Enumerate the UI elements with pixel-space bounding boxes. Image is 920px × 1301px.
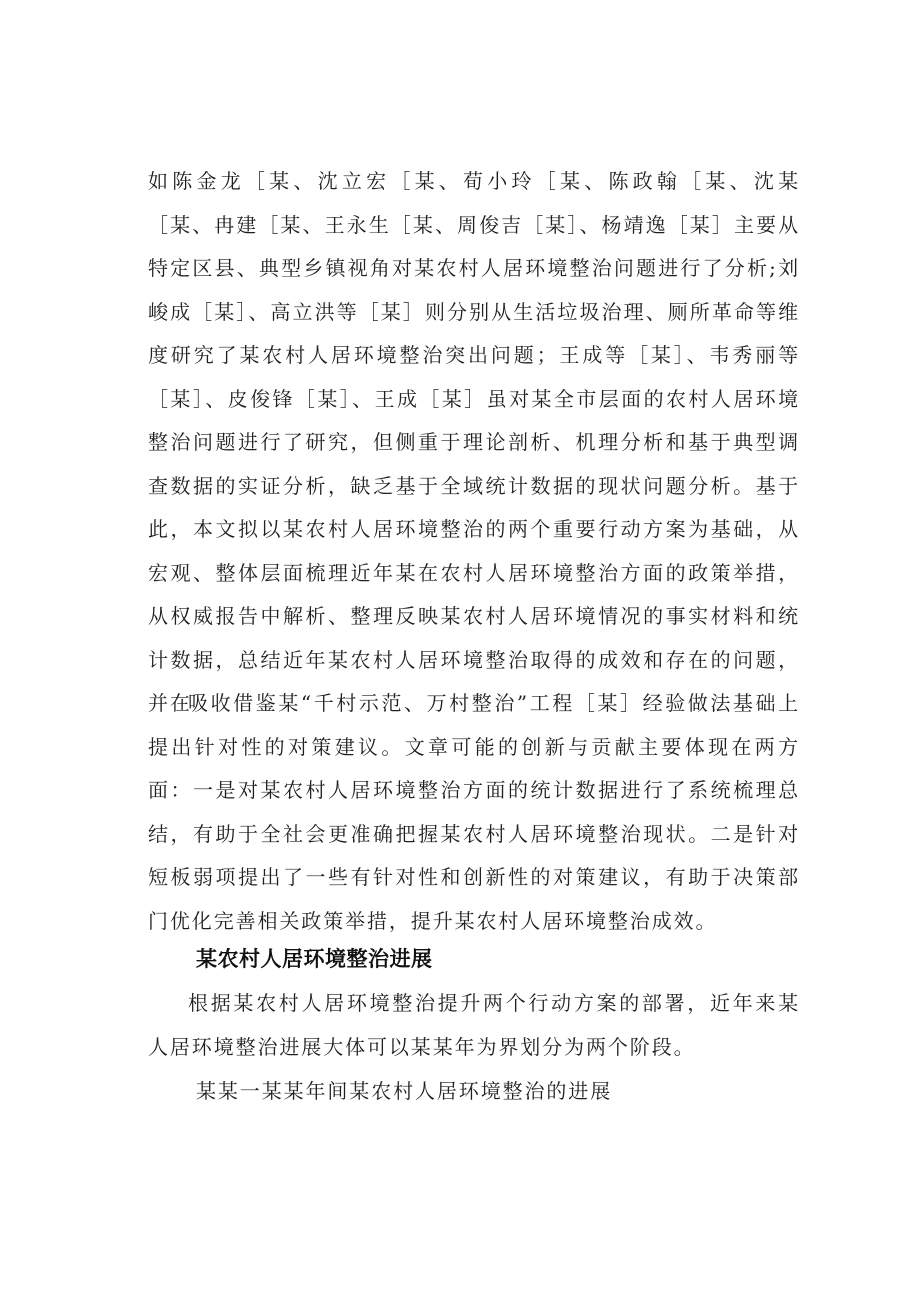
body-paragraph-progress-intro: 根据某农村人居环境整治提升两个行动方案的部署，近年来某人居环境整治进展大体可以某某年为界划分为两个阶段。 — [148, 991, 800, 1059]
section-heading: 某农村人居环境整治进展 — [196, 947, 433, 971]
subsection-heading: 某某一某某年间某农村人居环境整治的进展 — [196, 1079, 613, 1103]
body-paragraph-literature-review: 如陈金龙［某、沈立宏［某、荀小玲［某、陈政翰［某、沈某［某、冉建［某、王永生［某、周俊吉［某］、杨靖逸［某］主要从特定区县、典型乡镇视角对某农村人居环境整治问题进行了分析;刘峻成［某］、高立洪等［某］则分别从生活垃圾治理、厕所革命等维度研究了某农村人居环境整治突出问题；王成等［某］、韦秀丽等［某］、皮俊锋［某］、王成［某］虽对某全市层面的农村人居环境整治问题进行了研究，但侧重于理论剖析、机理分析和基于典型调查数据的实证分析，缺乏基于全域统计数据的现状问题分析。基于此，本文拟以某农村人居环境整治的两个重要行动方案为基础，从宏观、整体层面梳理近年某在农村人居环境整治方面的政策举措，从权威报告中解析、整理反映某农村人居环境情况的事实材料和统计数据，总结近年某农村人居环境整治取得的成效和存在的问题，并在 — [148, 169, 800, 715]
body-paragraph-contributions: 吸收借鉴某“千村示范、万村整治”工程［某］经验做法基础上提出针对性的对策建议。文章可能的创新与贡献主要体现在两方面：一是对某农村人居环境整治方面的统计数据进行了系统梳理总结，有助于全社会更准确把握某农村人居环境整治现状。二是针对短板弱项提出了一些有针对性和创新性的对策建议，有助于决策部门优化完善相关政策举措，提升某农村人居环境整治成效。 — [148, 691, 800, 933]
